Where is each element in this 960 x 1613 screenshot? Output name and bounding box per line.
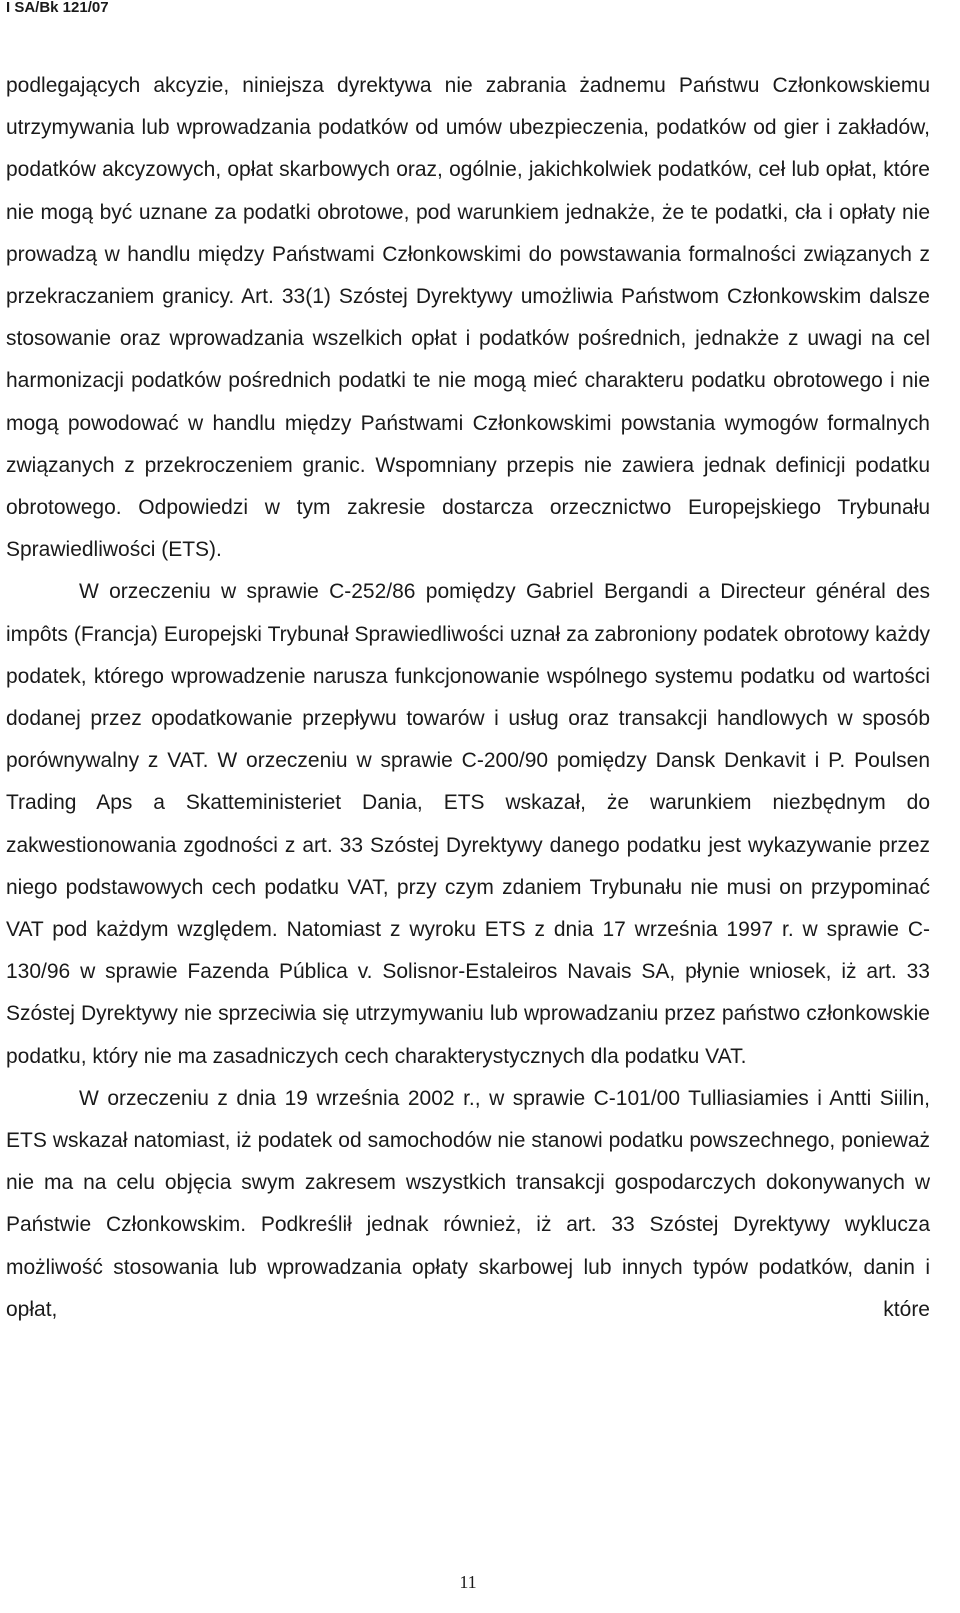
document-body <box>6 65 930 1331</box>
paragraph-bergandi: W orzeczeniu w sprawie C-252/86 pomiędzy Gabriel Bergandi a Directeur général des impôts (Francja) Europejski Trybunał Sprawiedliwości uznał za zabroniony podatek obrotowy każdy podatek, którego wprowadzenie narusza funkcjonowanie wspólnego systemu podatku od wartości dodanej przez opodatkowanie przepływu towarów i usług oraz transakcji handlowych w sposób porównywalny z VAT. W orzeczeniu w sprawie C-200/90 pomiędzy Dansk Denkavit i P. Poulsen Trading Aps a Skatteministeriet Dania, ETS wskazał, że warunkiem niezbędnym do zakwestionowania zgodności z art. 33 Szóstej Dyrektywy danego podatku jest wykazywanie przez niego podstawowych cech podatku VAT, przy czym zdaniem Trybunału nie musi on przypominać VAT pod każdym względem. Natomiast z wyroku ETS z dnia 17 września 1997 r. w sprawie C-130/96 w sprawie Fazenda Pública v. Solisnor-Estaleiros Navais SA, płynie wniosek, iż art. 33 Szóstej Dyrektywy nie sprzeciwia się utrzymywaniu lub wprowadzaniu przez państwo członkowskie podatku, który nie ma zasadniczych cech charakterystycznych dla podatku VAT. <box>6 580 930 1068</box>
paragraph-tulliasiamies: W orzeczeniu z dnia 19 września 2002 r., w sprawie C-101/00 Tulliasiamies i Antti Siilin, ETS wskazał natomiast, iż podatek od samochodów nie stanowi podatku powszechnego, ponieważ nie ma na celu objęcia swym zakresem wszystkich transakcji gospodarczych dokonywanych w Państwie Członkowskim. Podkreślił jednak również, iż art. 33 Szóstej Dyrektywy wyklucza możliwość stosowania lub wprowadzania opłaty skarbowej lub innych typów podatków, danin i opłat, które <box>6 1086 930 1321</box>
page-number: 11 <box>459 1572 477 1592</box>
case-reference: I SA/Bk 121/07 <box>6 0 109 16</box>
paragraph-continuation: podlegających akcyzie, niniejsza dyrektywa nie zabrania żadnemu Państwu Członkowskiemu utrzymywania lub wprowadzania podatków od umów ubezpieczenia, podatków od gier i zakładów, podatków akcyzowych, opłat skarbowych oraz, ogólnie, jakichkolwiek podatków, ceł lub opłat, które nie mogą być uznane za podatki obrotowe, pod warunkiem jednakże, że te podatki, cła i opłaty nie prowadzą w handlu między Państwami Członkowskimi do powstawania formalności związanych z przekraczaniem granicy. Art. 33(1) Szóstej Dyrektywy umożliwia Państwom Członkowskim dalsze stosowanie oraz wprowadzania wszelkich opłat i podatków pośrednich, jednakże z uwagi na cel harmonizacji podatków pośrednich podatki te nie mogą mieć charakteru podatku obrotowego i nie mogą powodować w handlu między Państwami Członkowskimi powstania wymogów formalnych związanych z przekroczeniem granic. Wspomniany przepis nie zawiera jednak definicji podatku obrotowego. Odpowiedzi w tym zakresie dostarcza orzecznictwo Europejskiego Trybunału Sprawiedliwości (ETS). <box>6 74 930 562</box>
